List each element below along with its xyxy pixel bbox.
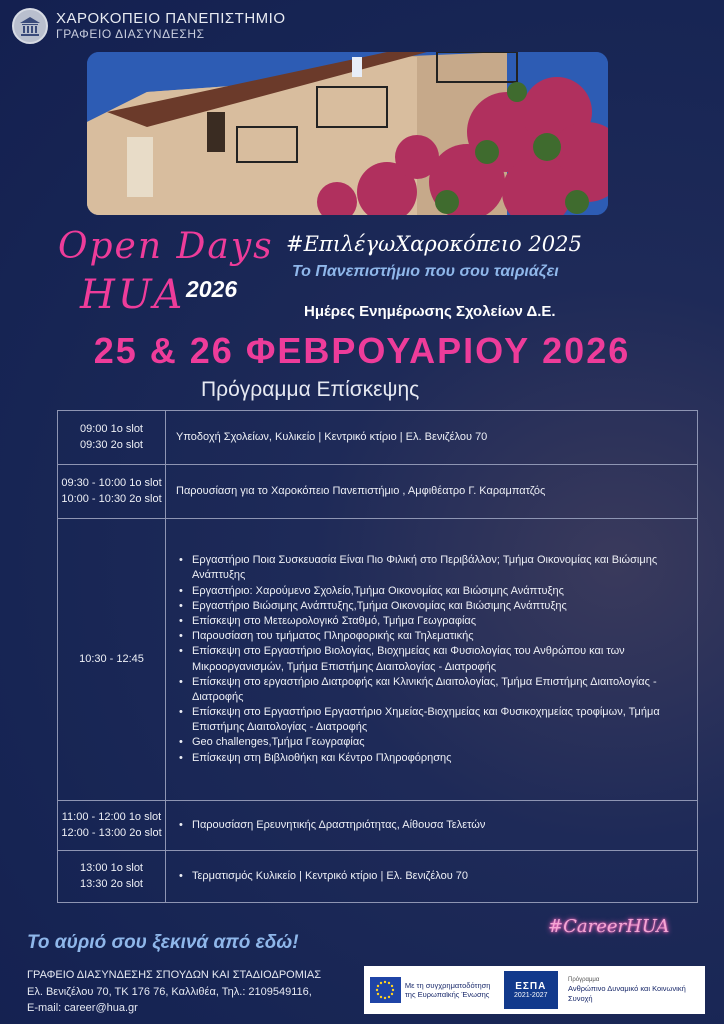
espa-years: 2021-2027 — [514, 992, 548, 999]
schedule-activity — [166, 519, 698, 801]
hashtag: #ΕπιλέγωΧαροκόπειο 2025 — [286, 232, 582, 256]
time-slot: 13:00 1o slot — [80, 861, 143, 874]
list-item: • Εργαστήριο Ποια Συσκευασία Είναι Πιο Φιλική στο Περιβάλλον; Τμήμα Οικονομίας και Βιώσιμης Ανάπτυξης — [174, 553, 689, 583]
header — [12, 6, 286, 46]
activity-text: Παρουσίαση για το Χαροκόπειο Πανεπιστήμιο , Αμφιθέατρο Γ. Καραμπατζός — [176, 484, 546, 497]
schedule-time — [58, 801, 166, 851]
office-full-name: ΓΡΑΦΕΙΟ ΔΙΑΣΥΝΔΕΣΗΣ ΣΠΟΥΔΩΝ ΚΑΙ ΣΤΑΔΙΟΔΡΟΜΙΑΣ — [27, 969, 322, 981]
university-name: ΧΑΡΟΚΟΠΕΙΟ ΠΑΝΕΠΙΣΤΗΜΙΟ — [56, 10, 286, 28]
activity-list — [174, 869, 689, 884]
list-item: • Geo challenges,Τμήμα Γεωγραφίας — [174, 735, 689, 750]
program-label: Πρόγραμμα — [567, 976, 600, 983]
schedule-row — [58, 801, 698, 851]
event-year: 2026 — [186, 276, 238, 302]
open-days-title: Open Days — [58, 226, 274, 267]
list-item: • Επίσκεψη στη Βιβλιοθήκη και Κέντρο Πληροφόρησης — [174, 751, 689, 766]
time-slot: 10:00 - 10:30 2o slot — [61, 492, 162, 505]
list-item: • Παρουσίαση Ερευνητικής Δραστηριότητας, Αίθουσα Τελετών — [174, 818, 689, 833]
list-item: • Τερματισμός Κυλικείο | Κεντρικό κτίριο | Ελ. Βενιζέλου 70 — [174, 869, 689, 884]
slogan: Το αύριό σου ξεκινά από εδώ! — [27, 932, 299, 953]
time-slot: 10:30 - 12:45 — [79, 652, 144, 665]
list-item: • Επίσκεψη στο Εργαστήριο Βιολογίας, Βιοχημείας και Φυσιολογίας του Ανθρώπου και των Μικροοργανισμών, Τμήμα Επιστήμης Διαιτολογίας - Διατροφής — [174, 644, 689, 674]
espa-name: ΕΣΠΑ — [515, 981, 547, 992]
eu-flag-icon — [370, 977, 401, 1003]
time-slot: 09:00 1o slot — [80, 422, 143, 435]
schedule-activity — [166, 851, 698, 903]
career-hashtag: #CareerHUA — [548, 916, 670, 937]
time-slot: 11:00 - 12:00 1o slot — [61, 810, 162, 823]
activity-list — [174, 553, 689, 765]
program-logo — [568, 977, 699, 1003]
schedule-time — [58, 519, 166, 801]
tagline: Το Πανεπιστήμιο που σου ταιριάζει — [292, 263, 559, 280]
schedule-activity — [166, 801, 698, 851]
schedule-table — [57, 410, 698, 903]
schedule-row — [58, 465, 698, 519]
list-item: • Εργαστήριο: Χαρούμενο Σχολείο,Τμήμα Οικονομίας και Βιώσιμης Ανάπτυξης — [174, 584, 689, 599]
activity-text: Υποδοχή Σχολείων, Κυλικείο | Κεντρικό κτίριο | Ελ. Βενιζέλου 70 — [176, 430, 488, 443]
schedule-row — [58, 411, 698, 465]
program-name: Ανθρώπινο Δυναμικό και Κοινωνική Συνοχή — [567, 984, 686, 1003]
time-slot: 13:30 2o slot — [80, 877, 143, 890]
info-days: Ημέρες Ενημέρωσης Σχολείων Δ.Ε. — [304, 303, 556, 320]
list-item: • Εργαστήριο Βιώσιμης Ανάπτυξης,Τμήμα Οικονομίας και Βιώσιμης Ανάπτυξης — [174, 599, 689, 614]
hua-title: HUA — [80, 272, 186, 318]
list-item: • Επίσκεψη στο εργαστήριο Διατροφής και Κλινικής Διαιτολογίας, Τμήμα Επιστήμης Διαιτολογίας - Διατροφής — [174, 675, 689, 705]
espa-logo — [504, 971, 558, 1009]
event-dates: 25 & 26 ΦΕΒΡΟΥΑΡΙΟΥ 2026 — [93, 330, 631, 371]
list-item: • Παρουσίαση του τμήματος Πληροφορικής και Τηλεματικής — [174, 629, 689, 644]
email: E-mail: career@hua.gr — [27, 1002, 138, 1014]
time-slot: 09:30 2o slot — [80, 438, 143, 451]
schedule-row — [58, 851, 698, 903]
list-item: • Επίσκεψη στο Μετεωρολογικό Σταθμό, Τμήμα Γεωγραφίας — [174, 614, 689, 629]
schedule-time — [58, 851, 166, 903]
list-item: • Επίσκεψη στο Εργαστήριο Εργαστήριο Χημείας-Βιοχημείας και Φυσικοχημείας τροφίμων, Τμήμα Επιστήμης Διαιτολογίας - Διατροφής — [174, 705, 689, 735]
address: Ελ. Βενιζέλου 70, ΤΚ 176 76, Καλλιθέα, Τηλ.: 2109549116, — [27, 985, 312, 998]
time-slot: 12:00 - 13:00 2o slot — [61, 826, 162, 839]
eu-cofunding-text: Με τη συγχρηματοδότηση της Ευρωπαϊκής Ένωσης — [404, 980, 491, 999]
schedule-row — [58, 519, 698, 801]
schedule-time — [58, 411, 166, 465]
building-photo — [87, 52, 608, 215]
office-name: ΓΡΑΦΕΙΟ ΔΙΑΣΥΝΔΕΣΗΣ — [56, 26, 205, 41]
funding-banner — [364, 966, 705, 1014]
activity-list — [174, 818, 689, 833]
program-title: Πρόγραμμα Επίσκεψης — [201, 378, 420, 401]
contact-info — [27, 967, 321, 1017]
time-slot: 09:30 - 10:00 1o slot — [61, 476, 162, 489]
schedule-time — [58, 465, 166, 519]
schedule-activity — [166, 411, 698, 465]
schedule-activity — [166, 465, 698, 519]
temple-icon — [12, 8, 48, 44]
